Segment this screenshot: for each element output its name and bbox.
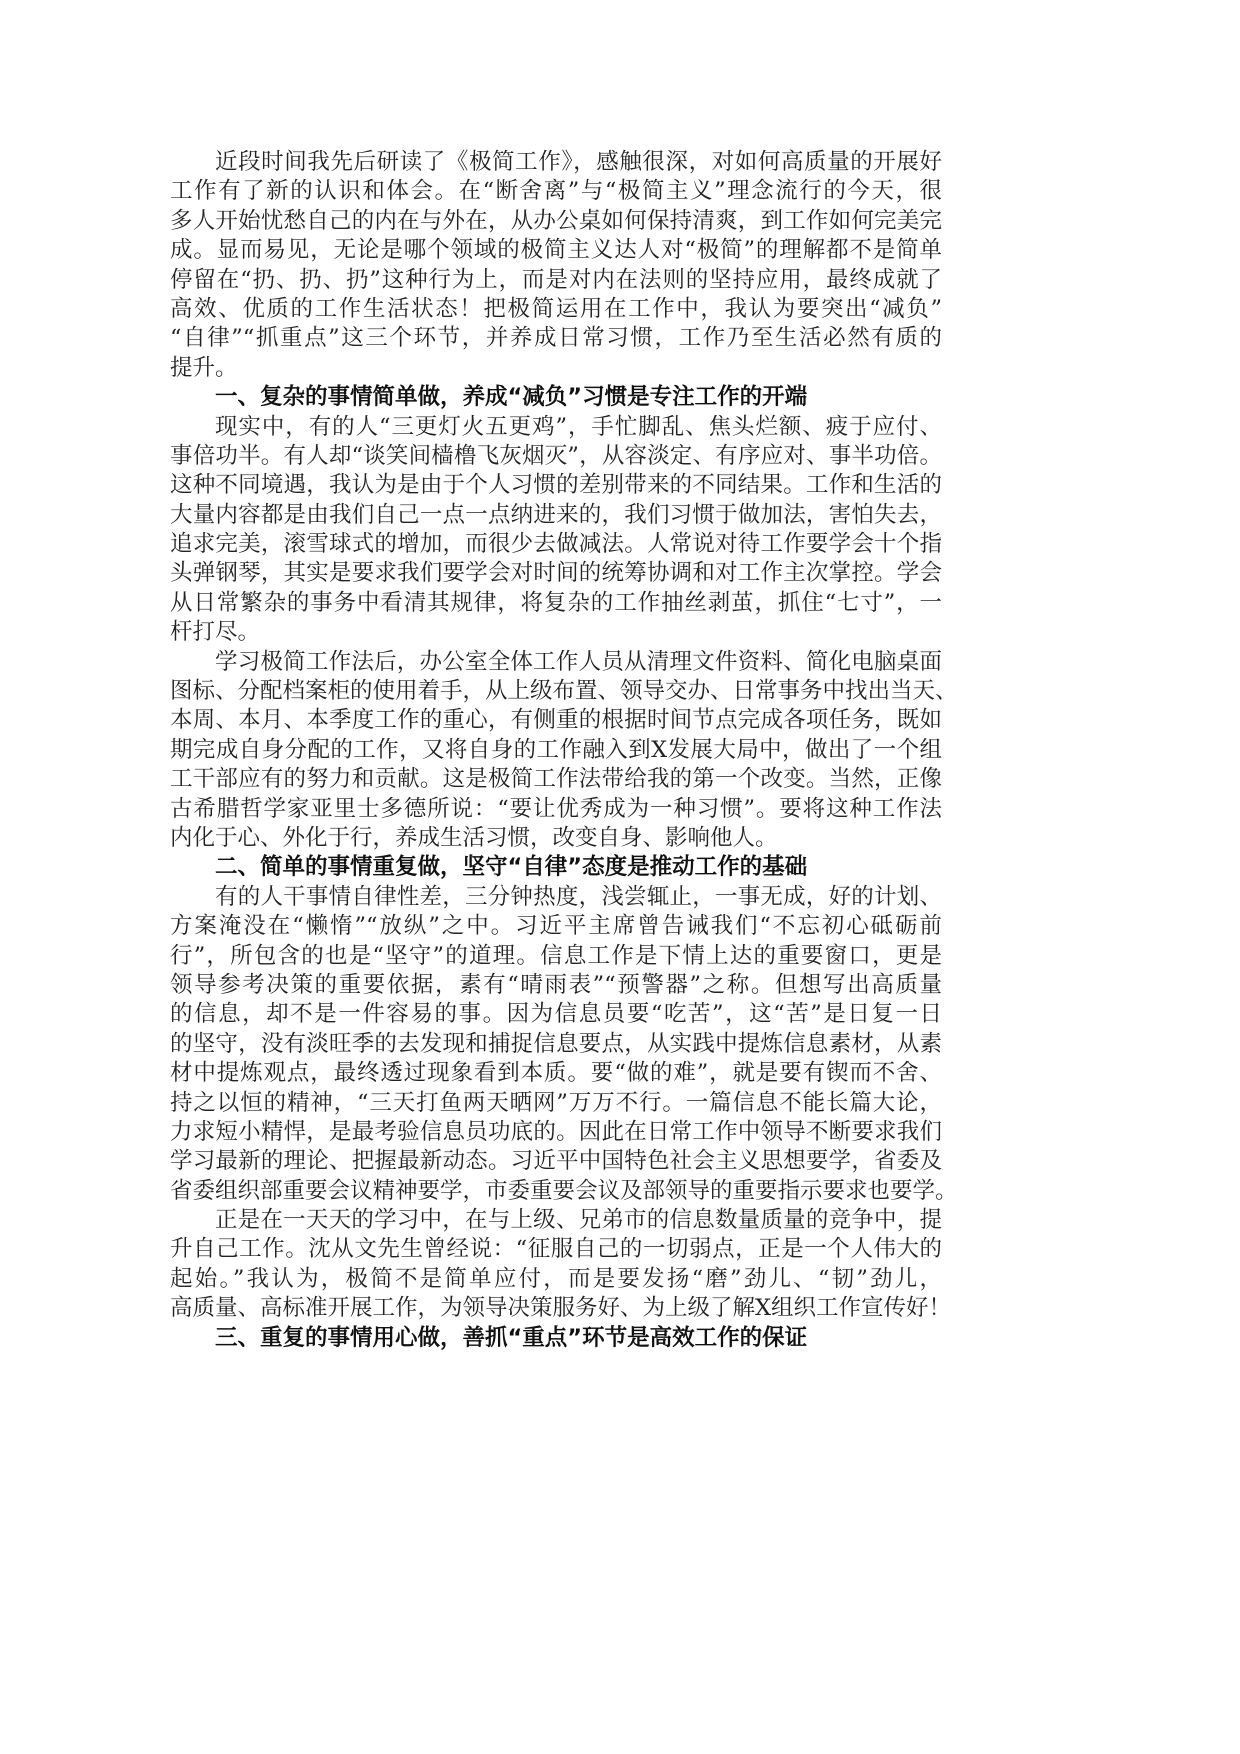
text-line: 近段时间我先后研读了《极简工作》，感触很深，对如何高质量的开展好 (215, 149, 942, 175)
section-heading (170, 1324, 942, 1353)
text-line: 高质量、高标准开展工作，为领导决策服务好、为上级了解X组织工作宣传好！ (170, 1295, 952, 1322)
heading-text: 二、简单的事情重复做，坚守“自律”态度是推动工作的基础 (215, 854, 808, 881)
document-body (170, 148, 958, 1353)
text-line: 材中提炼观点，最终透过现象看到本质。要“做的难”，就是要有锲而不舍、 (170, 1060, 942, 1087)
text-line: 内化于心、外化于行，养成生活习惯，改变自身、影响他人。 (170, 824, 778, 851)
text-line: 方案淹没在“懒惰”“放纵”之中。习近平主席曾告诫我们“不忘初心砥砺前 (170, 913, 942, 940)
text-line: 持之以恒的精神，“三天打鱼两天晒网”万万不行。一篇信息不能长篇大论， (170, 1089, 942, 1116)
text-line: 正是在一天天的学习中，在与上级、兄弟市的信息数量质量的竞争中，提 (215, 1207, 942, 1234)
text-line: 力求短小精悍，是最考验信息员功底的。因此在日常工作中领导不断要求我们 (170, 1118, 942, 1145)
paragraph (170, 1206, 952, 1324)
paragraph (170, 413, 942, 648)
text-line: 多人开始忧愁自己的内在与外在，从办公桌如何保持清爽，到工作如何完美完 (170, 207, 942, 234)
text-line: 学习最新的理论、把握最新动态。习近平中国特色社会主义思想要学，省委及 (170, 1148, 942, 1175)
text-line: 的信息，却不是一件容易的事。因为信息员要“吃苦”，这“苦”是日复一日 (170, 1001, 942, 1028)
text-line: 古希腊哲学家亚里士多德所说：“要让优秀成为一种习惯”。要将这种工作法 (170, 795, 942, 822)
text-line: 工干部应有的努力和贡献。这是极简工作法带给我的第一个改变。当然，正像 (170, 766, 942, 793)
paragraph (170, 883, 958, 1206)
text-line: 高效、优质的工作生活状态！把极简运用在工作中，我认为要突出“减负” (170, 295, 942, 322)
text-line: “自律”“抓重点”这三个环节，并养成日常习惯，工作乃至生活必然有质的 (170, 325, 942, 352)
text-line: 杆打尽。 (170, 619, 261, 646)
text-line: 的坚守，没有淡旺季的去发现和捕捉信息要点，从实践中提炼信息素材，从素 (170, 1030, 942, 1057)
text-line: 头弹钢琴，其实是要求我们要学会对时间的统筹协调和对工作主次掌控。学会 (170, 560, 942, 587)
text-line: 事倍功半。有人却“谈笑间樯橹飞灰烟灭”，从容淡定、有序应对、事半功倍。 (170, 442, 942, 469)
text-line: 起始。”我认为，极简不是简单应付，而是要发扬“磨”劲儿、“韧”劲儿， (170, 1265, 942, 1292)
text-line: 现实中，有的人“三更灯火五更鸡”，手忙脚乱、焦头烂额、疲于应付、 (215, 413, 942, 440)
text-line: 大量内容都是由我们自己一点一点纳进来的，我们习惯于做加法，害怕失去， (170, 501, 942, 528)
text-line: 这种不同境遇，我认为是由于个人习惯的差别带来的不同结果。工作和生活的 (170, 472, 942, 499)
text-line: 学习极简工作法后，办公室全体工作人员从清理文件资料、简化电脑桌面 (215, 648, 942, 675)
text-line: 成。显而易见，无论是哪个领域的极简主义达人对“极简”的理解都不是简单 (170, 237, 942, 264)
section-heading (170, 853, 942, 882)
paragraph (170, 648, 958, 854)
text-line: 本周、本月、本季度工作的重心，有侧重的根据时间节点完成各项任务，既如 (170, 707, 942, 734)
section-heading (170, 383, 942, 412)
text-line: 行”，所包含的也是“坚守”的道理。信息工作是下情上达的重要窗口，更是 (170, 942, 942, 969)
text-line: 领导参考决策的重要依据，素有“晴雨表”“预警器”之称。但想写出高质量 (170, 971, 942, 998)
heading-text: 三、重复的事情用心做，善抓“重点”环节是高效工作的保证 (215, 1324, 808, 1351)
text-line: 追求完美，滚雪球式的增加，而很少去做减法。人常说对待工作要学会十个指 (170, 531, 942, 558)
heading-text: 一、复杂的事情简单做，养成“减负”习惯是专注工作的开端 (215, 384, 808, 411)
text-line: 工作有了新的认识和体会。在“断舍离”与“极简主义”理念流行的今天，很 (170, 178, 942, 205)
text-line: 省委组织部重要会议精神要学，市委重要会议及部领导的重要指示要求也要学。 (170, 1177, 958, 1204)
paragraph (170, 148, 942, 383)
text-line: 图标、分配档案柜的使用着手，从上级布置、领导交办、日常事务中找出当天、 (170, 678, 958, 705)
text-line: 期完成自身分配的工作，又将自身的工作融入到X发展大局中，做出了一个组 (170, 736, 942, 763)
text-line: 从日常繁杂的事务中看清其规律，将复杂的工作抽丝剥茧，抓住“七寸”，一 (170, 589, 942, 616)
text-line: 提升。 (170, 354, 238, 381)
text-line: 有的人干事情自律性差，三分钟热度，浅尝辄止，一事无成，好的计划、 (215, 883, 942, 910)
text-line: 停留在“扔、扔、扔”这种行为上，而是对内在法则的坚持应用，最终成就了 (170, 266, 942, 293)
text-line: 升自己工作。沈从文先生曾经说：“征服自己的一切弱点，正是一个人伟大的 (170, 1236, 942, 1263)
